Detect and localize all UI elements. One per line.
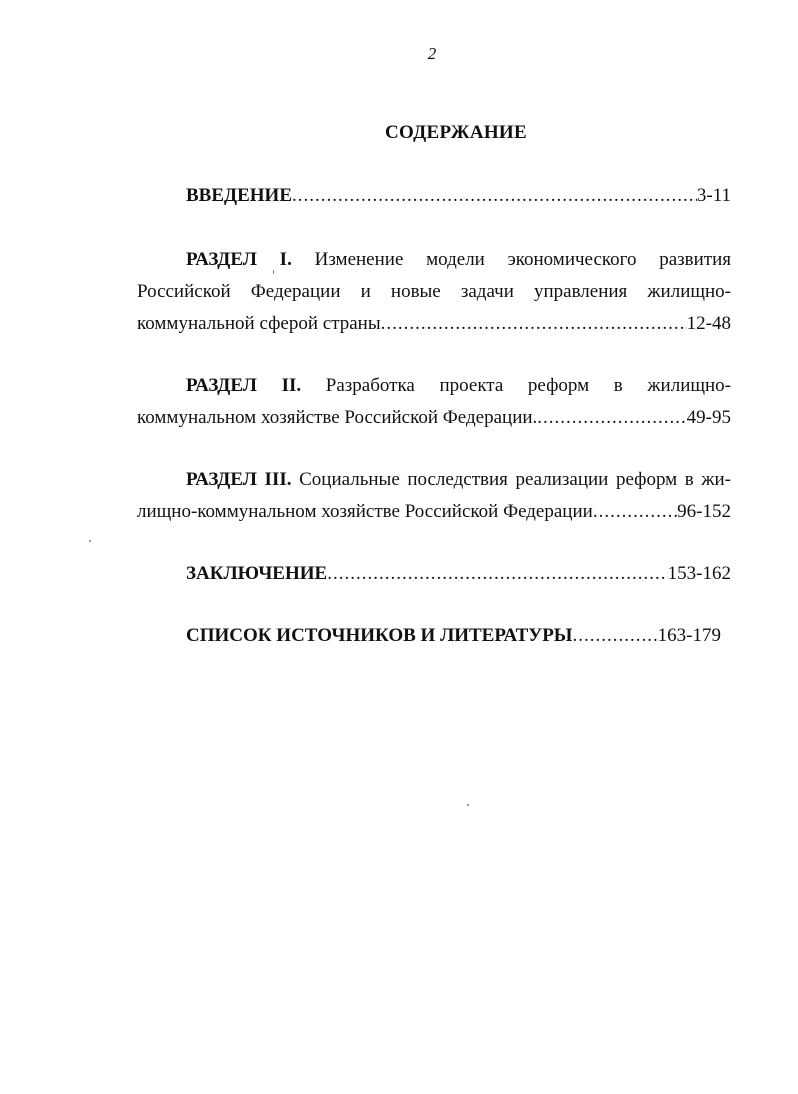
toc-section-3-line-2 — [137, 496, 731, 528]
toc-section-1-line-2: Российской Федерации и новые задачи управления жилищно- — [137, 281, 731, 302]
scan-speck — [273, 270, 274, 274]
dot-leader — [572, 620, 657, 652]
toc-section-1-heading: РАЗДЕЛ I. — [186, 249, 292, 270]
toc-section-2-title-start: Разработка проекта реформ в жилищно- — [325, 375, 731, 396]
toc-section-3-title-start: Социальные последствия реализации реформ в жи- — [299, 469, 731, 490]
toc-sources-line — [137, 620, 721, 652]
toc-sources-heading: СПИСОК ИСТОЧНИКОВ И ЛИТЕРАТУРЫ — [186, 625, 573, 646]
toc-section-3-line-1 — [137, 464, 731, 496]
dot-leader — [381, 308, 687, 340]
dot-leader — [593, 496, 677, 528]
toc-section-3-pages: 96-152 — [677, 501, 731, 522]
toc-conclusion-line — [137, 558, 731, 590]
toc-section-2-heading: РАЗДЕЛ II. — [186, 375, 302, 396]
dot-leader — [327, 558, 667, 590]
toc-section-1-pages: 12-48 — [686, 313, 731, 334]
toc-section-2-title-end: коммунальном хозяйстве Российской Федерации. — [137, 407, 538, 428]
toc-intro-line — [137, 180, 731, 212]
toc-section-1-line-1 — [137, 244, 731, 276]
toc-sources-pages: 163-179 — [657, 625, 721, 646]
scan-speck — [467, 804, 469, 806]
dot-leader — [537, 402, 686, 434]
toc-entry-sources — [137, 620, 721, 652]
toc-section-1-line-3 — [137, 308, 731, 340]
toc-intro-heading: ВВЕДЕНИЕ — [186, 185, 292, 206]
toc-entry-section-3 — [137, 464, 731, 528]
toc-conclusion-pages: 153-162 — [667, 563, 731, 584]
toc-entry-intro — [137, 180, 731, 212]
dot-leader — [292, 180, 697, 212]
toc-entry-section-2 — [137, 370, 731, 434]
scan-speck — [89, 540, 91, 542]
page-number: 2 — [427, 44, 437, 63]
toc-section-2-line-1 — [137, 370, 731, 402]
toc-section-3-heading: РАЗДЕЛ III. — [186, 469, 292, 490]
toc-intro-pages: 3-11 — [696, 185, 731, 206]
toc-entry-conclusion — [137, 558, 731, 590]
toc-conclusion-heading: ЗАКЛЮЧЕНИЕ — [186, 563, 328, 584]
toc-section-1-title-end: коммунальной сферой страны — [137, 313, 381, 334]
toc-section-3-title-end: лищно-коммунальном хозяйстве Российской Федерации — [137, 501, 593, 522]
toc-section-1-title-start: Изменение модели экономического развития — [314, 249, 732, 270]
toc-section-2-pages: 49-95 — [686, 407, 731, 428]
toc-section-2-line-2 — [137, 402, 731, 434]
toc-entry-section-1 — [137, 244, 731, 340]
toc-title: СОДЕРЖАНИЕ — [385, 122, 527, 143]
